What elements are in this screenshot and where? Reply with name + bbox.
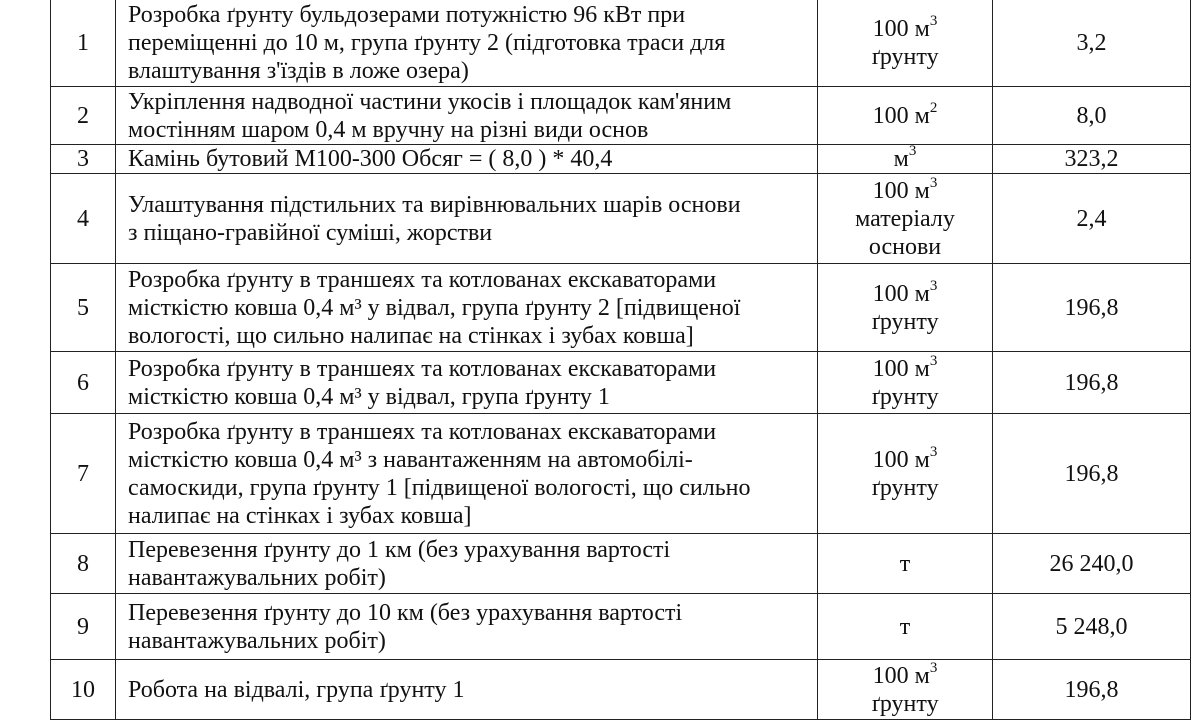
unit-line	[818, 613, 992, 641]
unit-exponent: 3	[929, 352, 938, 369]
description-line: Робота на відвалі, група ґрунту 1	[128, 676, 465, 703]
description-line: самоскиди, група ґрунту 1 [підвищеної вологості, що сильно	[128, 474, 751, 501]
unit-main: 100 м	[872, 280, 930, 307]
unit-of-measure	[818, 0, 993, 87]
unit-of-measure	[818, 352, 993, 414]
quantity: 3,2	[993, 0, 1191, 87]
unit-of-measure	[818, 264, 993, 352]
quantity: 196,8	[993, 414, 1191, 534]
unit-line	[818, 352, 992, 383]
unit-main: т	[899, 550, 911, 577]
unit-exponent: 3	[929, 659, 938, 676]
unit-line: матеріалу	[855, 205, 955, 232]
work-description	[116, 352, 818, 414]
unit-line: основи	[868, 233, 942, 260]
works-table-body	[51, 0, 1191, 720]
unit-exponent: 2	[929, 99, 938, 116]
unit-line: ґрунту	[871, 43, 939, 70]
quantity: 26 240,0	[993, 534, 1191, 594]
description-line: влаштування з'їздів в ложе озера)	[128, 57, 469, 84]
work-description	[116, 264, 818, 352]
description-line: навантажувальних робіт)	[128, 627, 386, 654]
table-row	[51, 594, 1191, 660]
row-number: 6	[51, 352, 116, 414]
description-line: Розробка ґрунту в траншеях та котлованах екскаваторами	[128, 266, 717, 293]
unit-line	[818, 12, 992, 43]
work-description	[116, 660, 818, 720]
description-line: місткістю ковша 0,4 м³ у відвал, група ґрунту 1	[128, 383, 610, 410]
unit-line: ґрунту	[871, 383, 939, 410]
row-number: 9	[51, 594, 116, 660]
unit-of-measure	[818, 87, 993, 145]
quantity: 323,2	[993, 145, 1191, 174]
unit-main: 100 м	[872, 446, 930, 473]
row-number: 10	[51, 660, 116, 720]
unit-line: ґрунту	[871, 474, 939, 501]
work-description	[116, 145, 818, 174]
table-row	[51, 174, 1191, 264]
unit-line	[818, 277, 992, 308]
table-row	[51, 660, 1191, 720]
description-line: місткістю ковша 0,4 м³ у відвал, група ґрунту 2 [підвищеної	[128, 294, 741, 321]
row-number: 3	[51, 145, 116, 174]
description-line: Перевезення ґрунту до 1 км (без урахування вартості	[128, 536, 671, 563]
unit-main: т	[899, 613, 911, 640]
unit-line	[818, 659, 992, 690]
quantity: 196,8	[993, 352, 1191, 414]
unit-line	[818, 99, 992, 130]
unit-exponent: 3	[929, 174, 938, 191]
description-line: місткістю ковша 0,4 м³ з навантаженням на автомобілі-	[128, 446, 693, 473]
unit-of-measure	[818, 660, 993, 720]
unit-main: 100 м	[872, 102, 930, 129]
unit-main: 100 м	[872, 355, 930, 382]
row-number: 5	[51, 264, 116, 352]
description-line: переміщенні до 10 м, група ґрунту 2 (підготовка траси для	[128, 29, 726, 56]
description-line: Укріплення надводної частини укосів і площадок кам'яним	[128, 88, 732, 115]
table-row	[51, 87, 1191, 145]
quantity: 196,8	[993, 264, 1191, 352]
quantity: 5 248,0	[993, 594, 1191, 660]
description-line: налипає на стінках і зубах ковша]	[128, 502, 472, 529]
work-description	[116, 0, 818, 87]
work-description	[116, 594, 818, 660]
work-description	[116, 414, 818, 534]
unit-exponent: 3	[929, 12, 938, 29]
unit-main: 100 м	[872, 15, 930, 42]
works-table	[50, 0, 1191, 720]
unit-line	[818, 145, 992, 173]
table-row	[51, 0, 1191, 87]
work-description	[116, 174, 818, 264]
row-number: 8	[51, 534, 116, 594]
description-line: Перевезення ґрунту до 10 км (без урахування вартості	[128, 599, 683, 626]
row-number: 4	[51, 174, 116, 264]
table-row	[51, 534, 1191, 594]
unit-main: м	[893, 146, 909, 172]
description-line: мостінням шаром 0,4 м вручну на різні види основ	[128, 116, 649, 143]
quantity: 196,8	[993, 660, 1191, 720]
table-row	[51, 264, 1191, 352]
unit-main: 100 м	[872, 662, 930, 689]
unit-line	[818, 443, 992, 474]
description-line: Розробка ґрунту в траншеях та котлованах екскаваторами	[128, 355, 717, 382]
unit-of-measure	[818, 534, 993, 594]
row-number: 7	[51, 414, 116, 534]
table-row	[51, 414, 1191, 534]
description-line: Розробка ґрунту в траншеях та котлованах екскаваторами	[128, 418, 717, 445]
work-description	[116, 87, 818, 145]
unit-exponent: 3	[929, 277, 938, 294]
quantity: 8,0	[993, 87, 1191, 145]
unit-exponent: 3	[908, 143, 917, 159]
description-line: навантажувальних робіт)	[128, 564, 386, 591]
unit-main: 100 м	[872, 177, 930, 204]
work-description	[116, 534, 818, 594]
quantity: 2,4	[993, 174, 1191, 264]
unit-line	[818, 550, 992, 578]
table-row	[51, 352, 1191, 414]
description-line: вологості, що сильно налипає на стінках і зубах ковша]	[128, 322, 694, 349]
unit-of-measure	[818, 145, 993, 174]
description-line: Камінь бутовий М100-300 Обсяг = ( 8,0 ) * 40,4	[128, 146, 613, 172]
unit-line: ґрунту	[871, 690, 939, 717]
description-line: Улаштування підстильних та вирівнювальних шарів основи	[128, 191, 741, 218]
unit-exponent: 3	[929, 443, 938, 460]
row-number: 1	[51, 0, 116, 87]
table-row	[51, 145, 1191, 174]
description-line: Розробка ґрунту бульдозерами потужністю 96 кВт при	[128, 1, 686, 28]
row-number: 2	[51, 87, 116, 145]
unit-of-measure	[818, 174, 993, 264]
unit-of-measure	[818, 414, 993, 534]
unit-of-measure	[818, 594, 993, 660]
unit-line	[818, 174, 992, 205]
unit-line: ґрунту	[871, 308, 939, 335]
description-line: з піщано-гравійної суміші, жорстви	[128, 219, 493, 246]
